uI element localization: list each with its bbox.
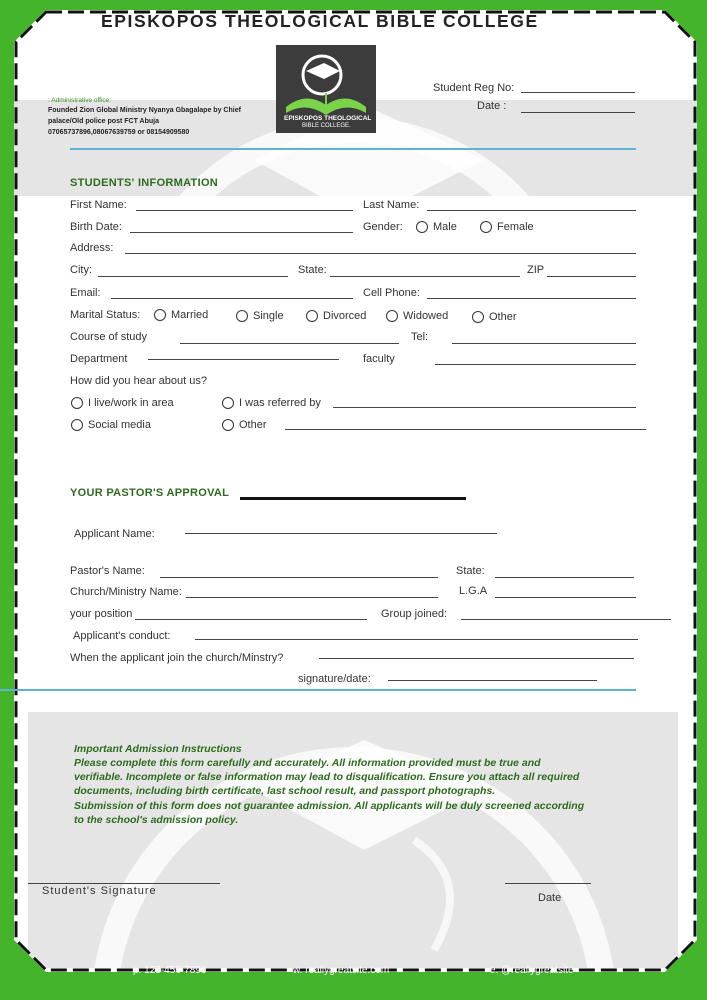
- student-signature-field[interactable]: [28, 883, 220, 884]
- marital-widowed-label: Widowed: [403, 310, 449, 322]
- group-joined-field[interactable]: [461, 619, 671, 620]
- marital-single-label: Single: [253, 310, 284, 322]
- state-label: State:: [298, 264, 327, 276]
- marital-widowed-radio[interactable]: [386, 310, 398, 322]
- date-field[interactable]: [521, 112, 635, 113]
- last-name-field[interactable]: [427, 210, 636, 211]
- gender-female-radio[interactable]: [480, 221, 492, 233]
- student-date-label: Date: [538, 892, 562, 904]
- hear-live-work-radio[interactable]: [71, 397, 83, 409]
- divider-top: [70, 148, 636, 150]
- student-signature-label: Student's Signature: [42, 885, 157, 897]
- students-heading: STUDENTS' INFORMATION: [70, 177, 219, 189]
- pastor-state-field[interactable]: [495, 577, 634, 578]
- hear-other-radio[interactable]: [222, 419, 234, 431]
- admin-office-label: : Administrative office:: [48, 97, 112, 104]
- conduct-field[interactable]: [195, 639, 638, 640]
- instructions-line4: Submission of this form does not guarantee admission. All applicants will be duly screened according: [74, 800, 585, 812]
- footer-website: w. reallygreatsite.com: [293, 965, 390, 976]
- applicant-name-field[interactable]: [185, 533, 497, 534]
- hear-other-label: Other: [239, 419, 267, 431]
- gender-male-label: Male: [433, 221, 457, 233]
- last-name-label: Last Name:: [363, 199, 420, 211]
- gender-label: Gender:: [363, 221, 403, 233]
- applicant-name-label: Applicant Name:: [74, 528, 155, 540]
- admin-phones: 07065737896,08067639759 or 08154909580: [48, 129, 190, 136]
- instructions-line1: Please complete this form carefully and accurately. All information provided must be true and: [74, 757, 541, 769]
- gender-female-label: Female: [497, 221, 534, 233]
- date-label: Date :: [477, 100, 507, 112]
- church-name-field[interactable]: [186, 597, 438, 598]
- divider-bottom: [70, 689, 636, 691]
- group-joined-label: Group joined:: [381, 608, 448, 620]
- hear-referred-label: I was referred by: [239, 397, 321, 409]
- state-field[interactable]: [330, 276, 520, 277]
- hear-social-radio[interactable]: [71, 419, 83, 431]
- lga-label: L.G.A: [459, 585, 488, 597]
- instructions-line5: to the school's admission policy.: [74, 814, 239, 826]
- marital-status-label: Marital Status:: [70, 309, 141, 321]
- referred-by-field[interactable]: [333, 407, 636, 408]
- lga-field[interactable]: [495, 597, 636, 598]
- gender-male-radio[interactable]: [416, 221, 428, 233]
- faculty-field[interactable]: [435, 364, 636, 365]
- signature-date-label: signature/date:: [298, 673, 371, 685]
- department-field[interactable]: [148, 359, 339, 360]
- footer-phone: p. 123-456-7890: [133, 965, 207, 976]
- city-field[interactable]: [98, 276, 288, 277]
- footer-email: e. @reallygreatsite: [490, 965, 574, 976]
- hear-live-work-label: I live/work in area: [88, 397, 174, 409]
- position-field[interactable]: [135, 619, 367, 620]
- tel-label: Tel:: [411, 331, 429, 343]
- marital-married-label: Married: [171, 309, 209, 321]
- birth-date-label: Birth Date:: [70, 221, 122, 233]
- college-title: EPISKOPOS THEOLOGICAL BIBLE COLLEGE: [101, 11, 539, 31]
- reg-no-field[interactable]: [521, 92, 635, 93]
- zip-label: ZIP: [527, 264, 545, 276]
- pastor-heading: YOUR PASTOR'S APPROVAL: [70, 487, 230, 499]
- logo-text-line2: BIBLE COLLEGE.: [302, 123, 351, 129]
- instructions-title: Important Admission Instructions: [74, 743, 242, 755]
- church-name-label: Church/Ministry Name:: [70, 586, 182, 598]
- join-date-label: When the applicant join the church/Minstry?: [70, 652, 284, 664]
- position-label: your position: [70, 608, 133, 620]
- email-label: Email:: [70, 287, 101, 299]
- cell-phone-label: Cell Phone:: [363, 287, 420, 299]
- pastor-name-label: Pastor's Name:: [70, 565, 145, 577]
- first-name-field[interactable]: [136, 210, 353, 211]
- college-logo: [276, 45, 376, 133]
- marital-divorced-radio[interactable]: [306, 310, 318, 322]
- zip-field[interactable]: [547, 276, 636, 277]
- pastor-name-field[interactable]: [160, 577, 438, 578]
- address-label: Address:: [70, 242, 114, 254]
- faculty-label: faculty: [363, 353, 395, 365]
- city-label: City:: [70, 264, 92, 276]
- first-name-label: First Name:: [70, 199, 127, 211]
- join-date-field[interactable]: [319, 658, 634, 659]
- hear-referred-radio[interactable]: [222, 397, 234, 409]
- marital-married-radio[interactable]: [154, 309, 166, 321]
- department-label: Department: [70, 353, 128, 365]
- instructions-line2: verifiable. Incomplete or false information may lead to disqualification. Ensure you attach all required: [74, 771, 580, 783]
- signature-date-field[interactable]: [388, 680, 597, 681]
- conduct-label: Applicant's conduct:: [73, 630, 171, 642]
- admin-address-line2: palace/Old police post FCT Abuja: [48, 118, 159, 125]
- instructions-line3: documents, including birth certificate, last school result, and passport photographs.: [74, 785, 496, 797]
- course-field[interactable]: [180, 343, 399, 344]
- email-field[interactable]: [111, 298, 353, 299]
- admin-address-line1: Founded Zion Global Ministry Nyanya Gbagalape by Chief: [48, 107, 241, 114]
- marital-single-radio[interactable]: [236, 310, 248, 322]
- address-field[interactable]: [125, 253, 636, 254]
- marital-divorced-label: Divorced: [323, 310, 367, 322]
- tel-field[interactable]: [452, 343, 636, 344]
- reg-no-label: Student Reg No:: [433, 82, 515, 94]
- cell-phone-field[interactable]: [427, 298, 636, 299]
- birth-date-field[interactable]: [130, 232, 353, 233]
- student-date-field[interactable]: [505, 883, 591, 884]
- hear-other-field[interactable]: [285, 429, 646, 430]
- hear-social-label: Social media: [88, 419, 151, 431]
- course-label: Course of study: [70, 331, 148, 343]
- marital-other-radio[interactable]: [472, 311, 484, 323]
- pastor-state-label: State:: [456, 565, 485, 577]
- marital-other-label: Other: [489, 311, 517, 323]
- hear-about-label: How did you hear about us?: [70, 375, 207, 387]
- pastor-heading-rule: [240, 497, 466, 500]
- logo-text-line1: EPISKOPOS THEOLOGICAL: [284, 115, 372, 122]
